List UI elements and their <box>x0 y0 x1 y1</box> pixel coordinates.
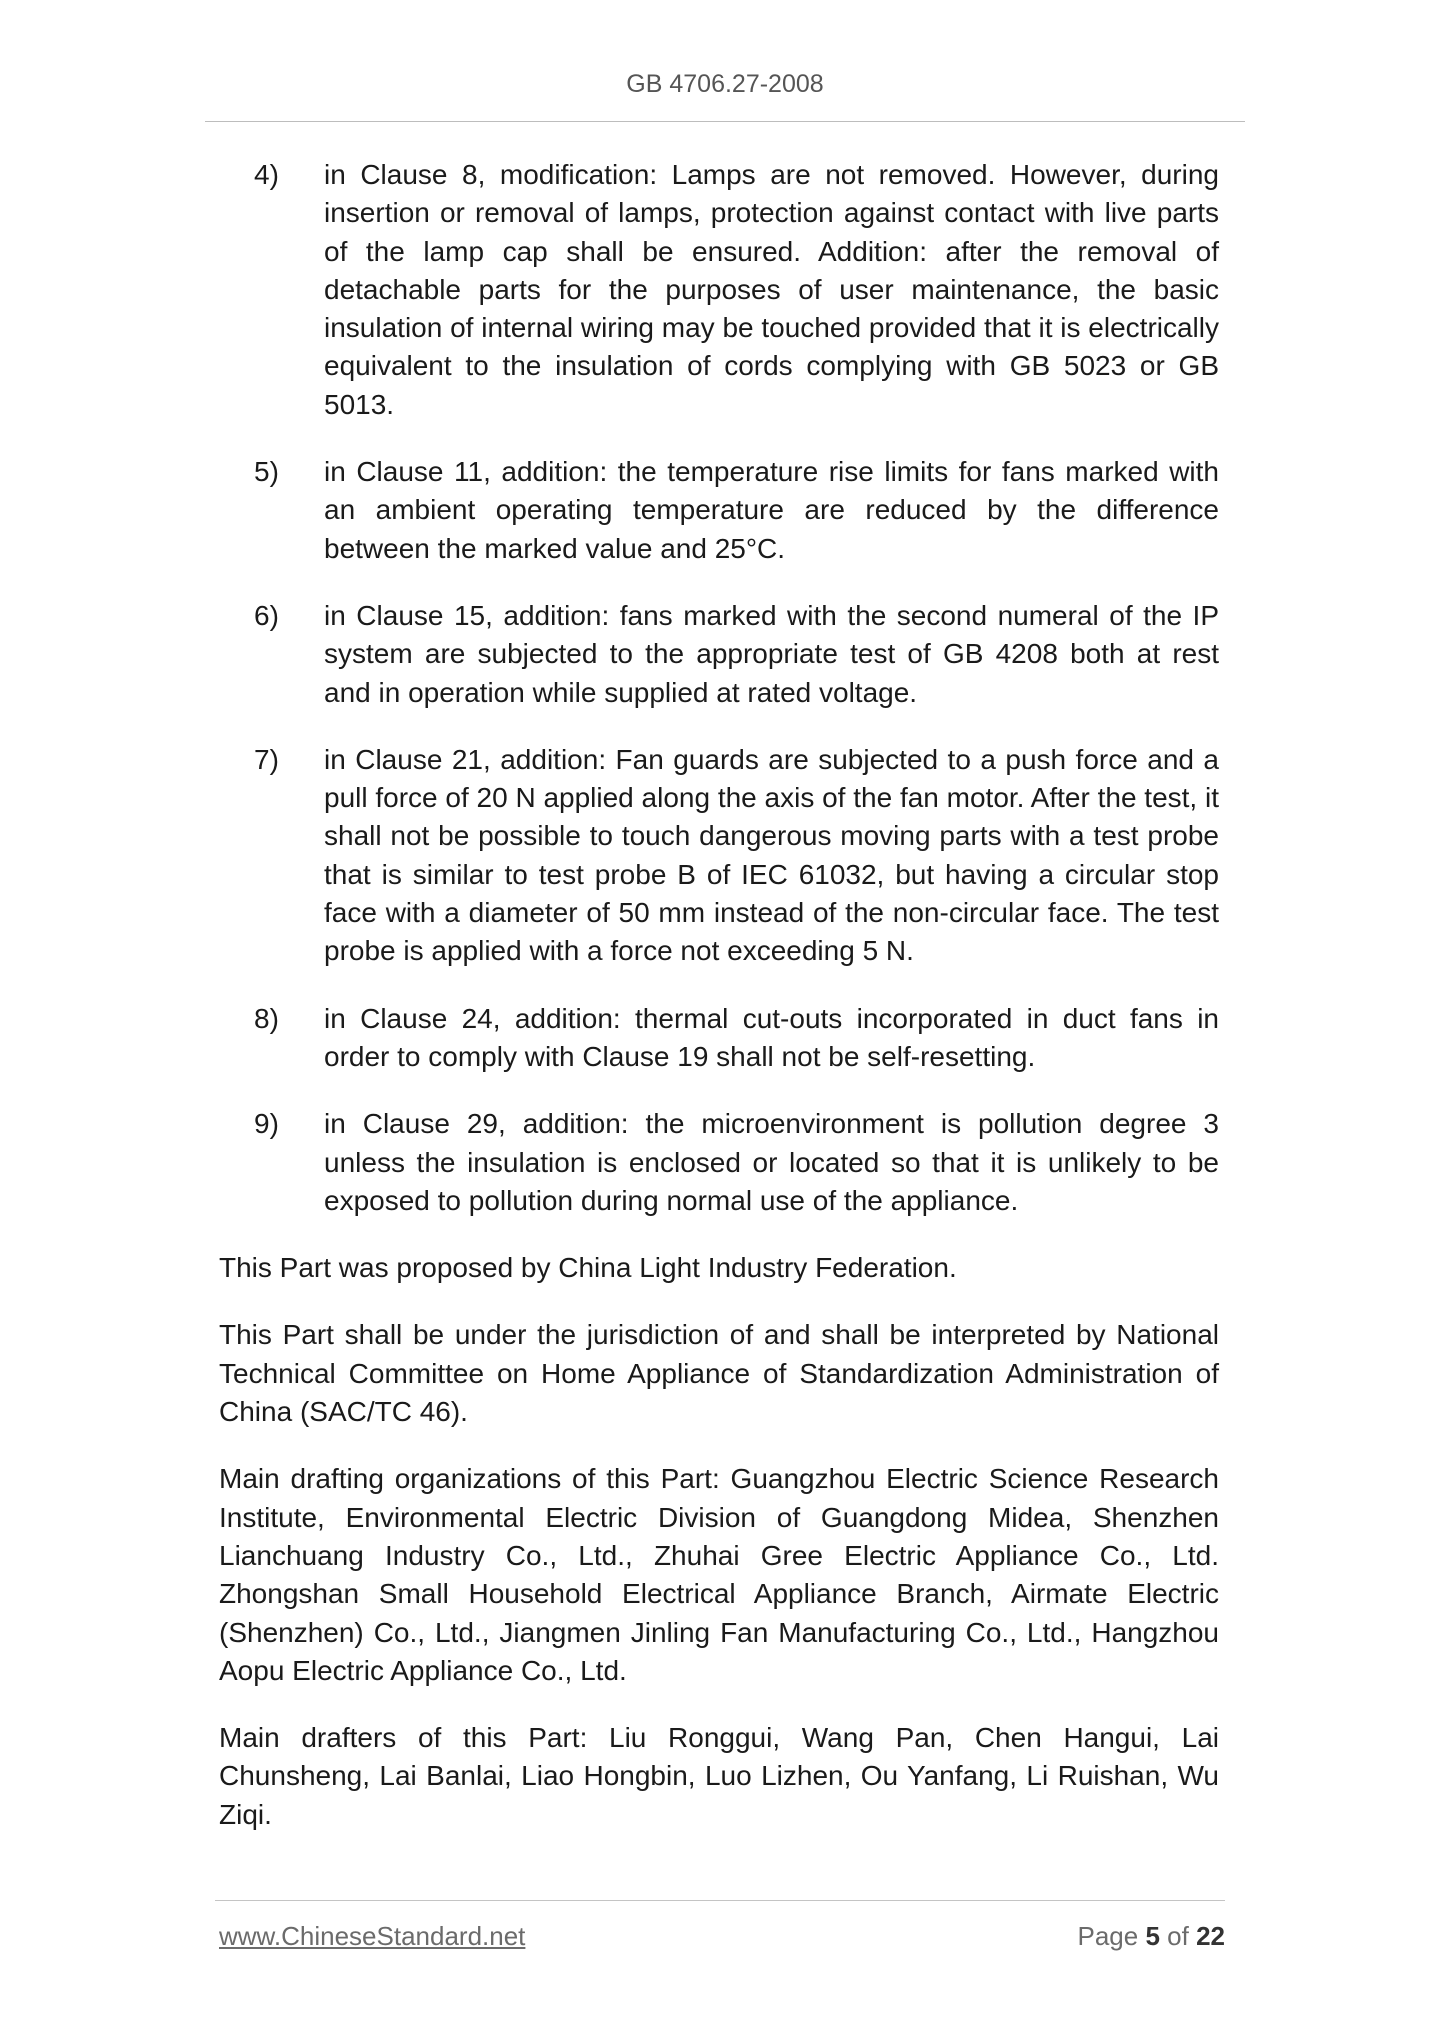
list-item-text: in Clause 15, addition: fans marked with the second numeral of the IP system are subjected to the appropriate test of GB 4208 both at rest and in operation while supplied at rated voltage. <box>324 599 1219 708</box>
list-item-text: in Clause 21, addition: Fan guards are subjected to a push force and a pull force of 20 N applied along the axis of the fan motor. After the test, it shall not be possible to touch dangerous moving parts with a test probe that is similar to test probe B of IEC 61032, but having a circular stop face with a diameter of 50 mm instead of the non-circular face. The test probe is applied with a force not exceeding 5 N. <box>324 743 1219 967</box>
drafters-paragraph: Main drafters of this Part: Liu Ronggui, Wang Pan, Chen Hangui, Lai Chunsheng, Lai Banlai, Liao Hongbin, Luo Lizhen, Ou Yanfang, Li Ruishan, Wu Ziqi. <box>219 1722 1219 1830</box>
page-of-label: of <box>1167 1921 1189 1951</box>
jurisdiction-paragraph: This Part shall be under the jurisdiction of and shall be interpreted by National Technical Committee on Home Appliance of Standardization Administration of China (SAC/TC 46). <box>219 1319 1219 1428</box>
page-header-standard-code: GB 4706.27-2008 <box>626 70 824 98</box>
list-item-number: 5) <box>254 456 279 488</box>
list-item <box>254 156 1219 424</box>
list-item-text: in Clause 24, addition: thermal cut-outs incorporated in duct fans in order to comply with Clause 19 shall not be self-resetting. <box>324 1002 1219 1072</box>
list-item-number: 9) <box>254 1108 279 1140</box>
document-body <box>219 156 1219 1863</box>
list-item-number: 6) <box>254 599 279 631</box>
page-total: 22 <box>1196 1921 1225 1951</box>
footer-divider <box>215 1900 1225 1901</box>
list-item <box>254 597 1219 712</box>
website-link[interactable]: www.ChineseStandard.net <box>219 1921 526 1951</box>
list-item-number: 7) <box>254 743 279 775</box>
list-item <box>254 1000 1219 1077</box>
list-item-number: 4) <box>254 159 279 190</box>
page-current: 5 <box>1145 1921 1160 1951</box>
drafting-organizations-paragraph: Main drafting organizations of this Part: Guangzhou Electric Science Research Institute, Environmental Electric Division of Guangdong Midea, Shenzhen Lianchuang Industry Co., Ltd., Zhuhai Gree Electric Appliance Co., Ltd. Zhongshan Small Household Electrical Appliance Branch, Airmate Electric (Shenzhen) Co., Ltd., Jiangmen Jinling Fan Manufacturing Co., Ltd., Hangzhou Aopu Electric Appliance Co., Ltd. <box>219 1463 1219 1686</box>
proposed-by-paragraph: This Part was proposed by China Light Industry Federation. <box>219 1252 957 1284</box>
list-item <box>254 453 1219 568</box>
header-divider <box>205 121 1245 122</box>
list-item-number: 8) <box>254 1002 279 1034</box>
list-item-text: in Clause 8, modification: Lamps are not removed. However, during insertion or removal of lamps, protection against contact with live parts of the lamp cap shall be ensured. Addition: after the removal of detachable parts for the purposes of user maintenance, the basic insulation of internal wiring may be touched provided that it is electrically equivalent to the insulation of cords complying with GB 5023 or GB 5013. <box>324 159 1219 420</box>
page-number <box>1077 1921 1225 1952</box>
list-item-text: in Clause 11, addition: the temperature rise limits for fans marked with an ambient operating temperature are reduced by the difference between the marked value and 25°C. <box>324 456 1219 564</box>
page-label: Page <box>1077 1921 1139 1951</box>
list-item <box>254 1105 1219 1220</box>
list-item <box>254 741 1219 971</box>
list-item-text: in Clause 29, addition: the microenvironment is pollution degree 3 unless the insulation is enclosed or located so that it is unlikely to be exposed to pollution during normal use of the appliance. <box>324 1108 1219 1216</box>
